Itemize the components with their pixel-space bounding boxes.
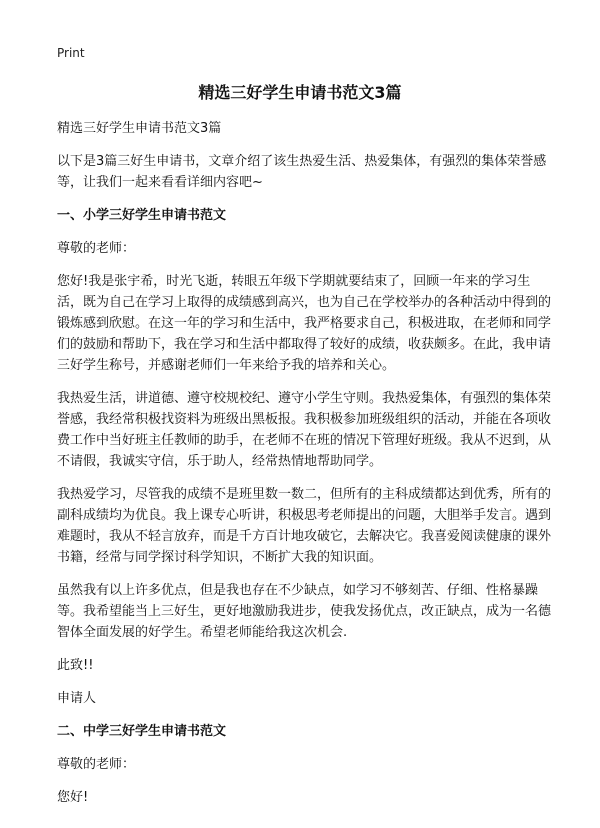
section-2-salutation: 尊敬的老师： bbox=[57, 757, 136, 772]
section-1-closing: 此致!! bbox=[57, 658, 94, 673]
section-2-greeting: 您好! bbox=[57, 790, 89, 805]
section-1-paragraph: 我热爱学习，尽管我的成绩不是班里数一数二，但所有的主科成绩都达到优秀，所有的副科成绩均为优良。我上课专心听讲，积极思考老师提出的问题，大胆举手发言。遇到难题时，我从不轻言放弃，而是千方百计地攻破它，去解决它。我喜爱阅读健康的课外书籍，经常与同学探讨科学知识，不断扩大我的知识面。 bbox=[57, 487, 552, 565]
section-2-heading: 二、中学三好学生申请书范文 bbox=[57, 724, 227, 739]
section-1-paragraph: 我热爱生活，讲道德、遵守校规校纪、遵守小学生守则。我热爱集体，有强烈的集体荣誉感，我经常积极找资料为班级出黑板报。我积极参加班级组织的活动，并能在各项收费工作中当好班主任教师的助手，在老师不在班的情况下管理好班级。我从不迟到，从不请假，我诚实守信，乐于助人，经常热情地帮助同学。 bbox=[57, 391, 552, 469]
document-body bbox=[57, 118, 553, 820]
print-link[interactable]: Print bbox=[57, 46, 85, 60]
document-subtitle: 精选三好学生申请书范文3篇 bbox=[57, 121, 222, 136]
section-1-paragraph: 虽然我有以上许多优点，但是我也存在不少缺点，如学习不够刻苦、仔细、性格暴躁等。我希望能当上三好生，更好地激励我进步，使我发扬优点，改正缺点，成为一名德智体全面发展的好学生。希望老师能给我这次机会. bbox=[57, 583, 552, 640]
intro-paragraph: 以下是3篇三好生申请书，文章介绍了该生热爱生活、热爱集体，有强烈的集体荣誉感等，让我们一起来看看详细内容吧~ bbox=[57, 154, 547, 190]
section-1-heading: 一、小学三好学生申请书范文 bbox=[57, 208, 227, 223]
section-1-paragraph: 您好!我是张宇希，时光飞逝，转眼五年级下学期就要结束了，回顾一年来的学习生活，既为自己在学习上取得的成绩感到高兴，也为自己在学校举办的各种活动中得到的锻炼感到欣慰。在这一年的学习和生活中，我严格要求自己，积极进取，在老师和同学们的鼓励和帮助下，我在学习和生活中都取得了较好的成绩，收获颇多。在此，我申请三好学生称号，并感谢老师们一年来给予我的培养和关心。 bbox=[57, 274, 552, 373]
document-title: 精选三好学生申请书范文3篇 bbox=[198, 83, 402, 102]
section-1-salutation: 尊敬的老师： bbox=[57, 241, 136, 256]
section-1-signature: 申请人 bbox=[57, 691, 97, 706]
